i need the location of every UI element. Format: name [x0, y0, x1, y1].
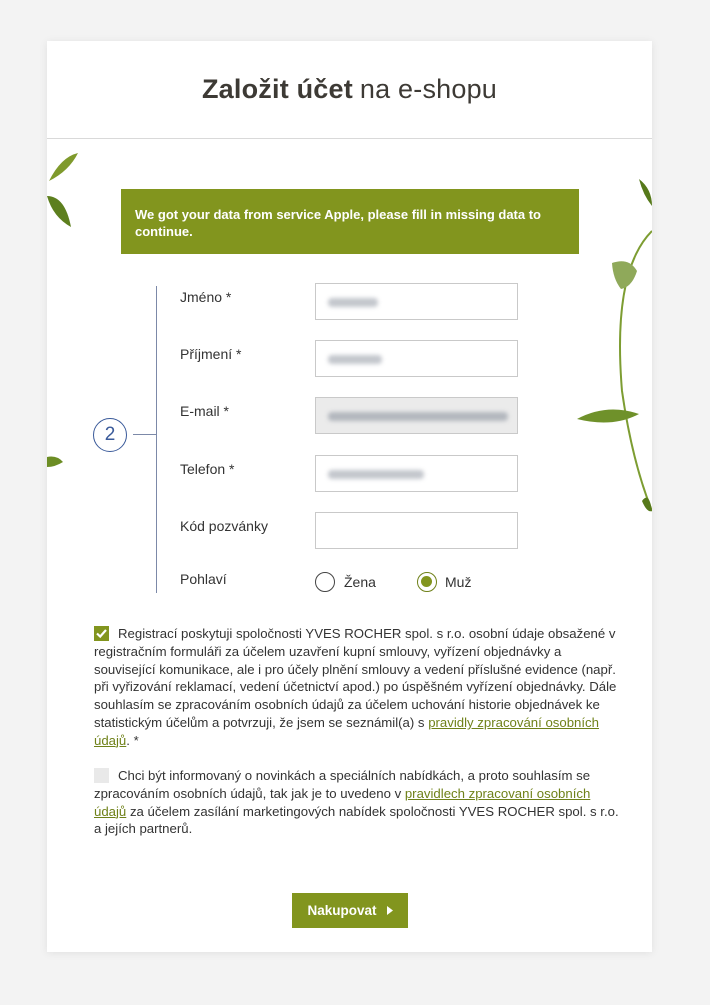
last-name-value-redacted: [328, 355, 382, 364]
terms-consent-body: Registrací poskytuji spoločnosti YVES ROCHER spol. s r.o. osobní údaje obsažené v registračním formuláři za účelem uzavření kupní smlouvy, vyřízení objednávky a související komunikace, ale i pro účely plnění smlouvy a vedení příslušné evidence (např. při vyřizování reklamací, vedení účetnictví apod.) po úspěšném vyřízení objednávky. Dále souhlasím se zpracováním osobních údajů za účelem uchování historie objednávek ke statistickým účelům a potvrzuji, že jsem se seznámil(a) s: [94, 626, 617, 730]
phone-value-redacted: [328, 470, 424, 479]
invite-code-input[interactable]: [315, 512, 518, 549]
submit-shop-button-label: Nakupovat: [307, 903, 377, 918]
privacy-rules-link[interactable]: pravidly zpracování osobních údajů: [94, 714, 599, 748]
step-connector-line: [133, 434, 156, 435]
marketing-consent-text: [94, 767, 624, 838]
invite-code-label: Kód pozvánky: [180, 518, 268, 534]
marketing-consent-body: Chci být informovaný o novinkách a speciálních nabídkách, a proto souhlasím se zpracováním osobních údajů, tak jak je to uvedeno v: [94, 768, 591, 801]
gender-option-female-label: Žena: [344, 574, 376, 590]
submit-shop-button[interactable]: [292, 893, 408, 928]
terms-consent-suffix: . *: [126, 732, 139, 748]
page-title: [47, 41, 652, 139]
first-name-value-redacted: [328, 298, 378, 307]
email-label: E-mail *: [180, 403, 230, 419]
step-number-badge: 2: [93, 418, 127, 452]
gender-radio-female[interactable]: [315, 572, 335, 592]
leaf-decoration-left-bottom: [47, 453, 67, 473]
phone-input[interactable]: [315, 455, 518, 492]
email-value-redacted: [328, 412, 508, 421]
terms-consent-text: [94, 625, 624, 750]
marketing-consent-suffix: za účelem zasílání marketingových nabídek spoločnosti YVES ROCHER spol. s r.o. a jejích partnerů.: [94, 803, 619, 837]
leaf-decoration-right: [577, 171, 652, 521]
apple-data-notice: We got your data from service Apple, please fill in missing data to continue.: [121, 189, 579, 254]
phone-label: Telefon *: [180, 461, 235, 477]
privacy-processing-link[interactable]: pravidlech zpracovaní osobních údajů: [94, 785, 591, 819]
page-title-bold: Založit účet: [201, 74, 353, 104]
gender-radio-male[interactable]: [417, 572, 437, 592]
registration-card: [47, 41, 652, 952]
step-bracket-line: [156, 286, 157, 593]
last-name-input[interactable]: [315, 340, 518, 377]
last-name-label: Příjmení *: [180, 346, 242, 362]
gender-label: Pohlaví: [180, 571, 227, 587]
chevron-right-icon: [387, 906, 393, 915]
email-input: [315, 397, 518, 434]
page-title-rest: na e-shopu: [359, 74, 498, 104]
leaf-decoration-left-top: [47, 151, 82, 231]
gender-option-male-label: Muž: [445, 574, 472, 590]
first-name-input[interactable]: [315, 283, 518, 320]
first-name-label: Jméno *: [180, 289, 232, 305]
